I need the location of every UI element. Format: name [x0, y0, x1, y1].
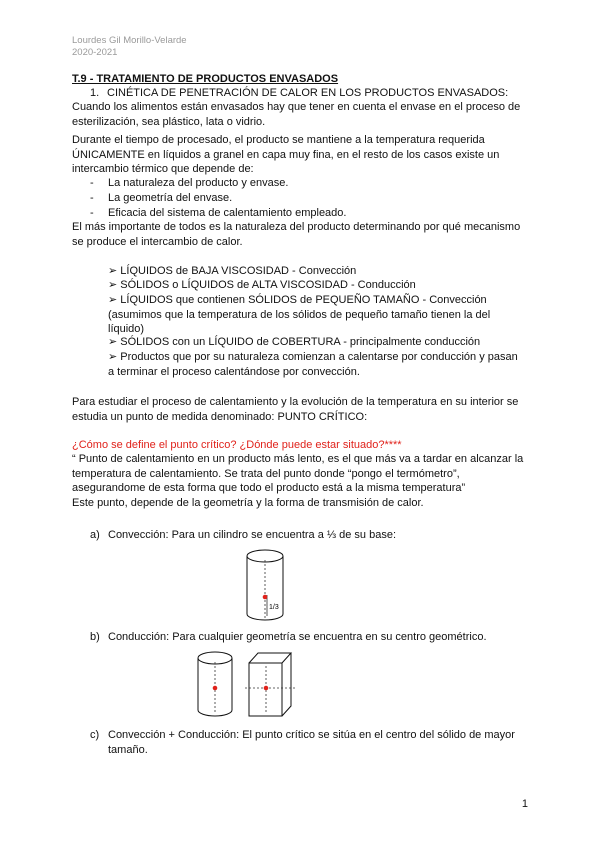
- section-number: 1.: [90, 87, 100, 99]
- arrow-item: ➢ LÍQUIDOS de BAJA VISCOSIDAD - Convección: [108, 265, 357, 277]
- third-marker-label: 1/3: [269, 604, 279, 611]
- page-title: T.9 - TRATAMIENTO DE PRODUCTOS ENVASADOS: [72, 73, 339, 85]
- box-side: [282, 653, 291, 716]
- case-marker: a): [90, 529, 100, 541]
- paragraph-procesado: Durante el tiempo de procesado, el producto se mantiene a la temperatura requerida ÚNICAMENTE en líquidos a granel en capa muy fina, en el resto de los casos existe un intercambio térmico que depende de:: [72, 134, 500, 175]
- section-heading: CINÉTICA DE PENETRACIÓN DE CALOR EN LOS PRODUCTOS ENVASADOS:: [107, 87, 509, 99]
- case-text-conveccion: Convección: Para un cilindro se encuentra a ⅓ de su base:: [108, 529, 397, 541]
- paragraph-punto-critico: Para estudiar el proceso de calentamiento y la evolución de la temperatura en su interior se estudia un punto de medida denominado: PUNTO CRÍTICO:: [72, 396, 519, 423]
- dash-marker: -: [90, 207, 94, 219]
- case-marker: c): [90, 729, 100, 741]
- case-text-mixto: Convección + Conducción: El punto crítico se sitúa en el centro del sólido de mayor tamaño.: [108, 729, 515, 756]
- arrow-item: ➢ Productos que por su naturaleza comienzan a calentarse por conducción y pasan a terminar el proceso calentándose por convección.: [108, 351, 518, 378]
- case-marker: b): [90, 631, 100, 643]
- paragraph-envase: Cuando los alimentos están envasados hay que tener en cuenta el envase en el proceso de esterilización, sea plástico, lata o vidrio.: [72, 101, 521, 128]
- header-year: 2020-2021: [72, 47, 118, 58]
- critical-point: [263, 595, 268, 600]
- arrow-item: ➢ LÍQUIDOS que contienen SÓLIDOS de PEQUEÑO TAMAÑO - Convección (asumimos que la temperatura de los sólidos de pequeño tamaño tienen la del líquido): [108, 294, 491, 335]
- question-text: ¿Cómo se define el punto crítico? ¿Dónde puede estar situado?****: [72, 439, 402, 451]
- paragraph-naturaleza: El más importante de todos es la naturaleza del producto determinando por qué mecanismo se produce el intercambio de calor.: [72, 221, 521, 248]
- arrow-item: ➢ SÓLIDOS o LÍQUIDOS de ALTA VISCOSIDAD - Conducción: [108, 279, 416, 291]
- case-text-conduccion: Conducción: Para cualquier geometría se encuentra en su centro geométrico.: [108, 631, 487, 643]
- dash-marker: -: [90, 177, 94, 189]
- quote-definition: “ Punto de calentamiento en un producto más lento, es el que más va a tardar en alcanzar la temperatura de calentamiento. Se trata del punto donde “pongo el termómetro”, asegurandome de esta forma que todo el producto está a la misma temperatura”: [72, 453, 524, 494]
- critical-point: [264, 686, 269, 691]
- box-top: [249, 653, 291, 663]
- paragraph-geometria: Este punto, depende de la geometría y la forma de transmisión de calor.: [72, 497, 424, 509]
- dash-marker: -: [90, 192, 94, 204]
- page-number: 1: [521, 798, 528, 810]
- dash-item: La naturaleza del producto y envase.: [108, 177, 289, 189]
- dash-item: Eficacia del sistema de calentamiento empleado.: [108, 207, 347, 219]
- dash-item: La geometría del envase.: [108, 192, 233, 204]
- arrow-item: ➢ SÓLIDOS con un LÍQUIDO de COBERTURA - principalmente conducción: [108, 336, 481, 348]
- critical-point: [213, 686, 218, 691]
- cylinder-figure-conveccion: [240, 548, 300, 628]
- header-author: Lourdes Gil Morillo-Velarde: [72, 35, 187, 46]
- shapes-figure-conduccion: [193, 650, 303, 722]
